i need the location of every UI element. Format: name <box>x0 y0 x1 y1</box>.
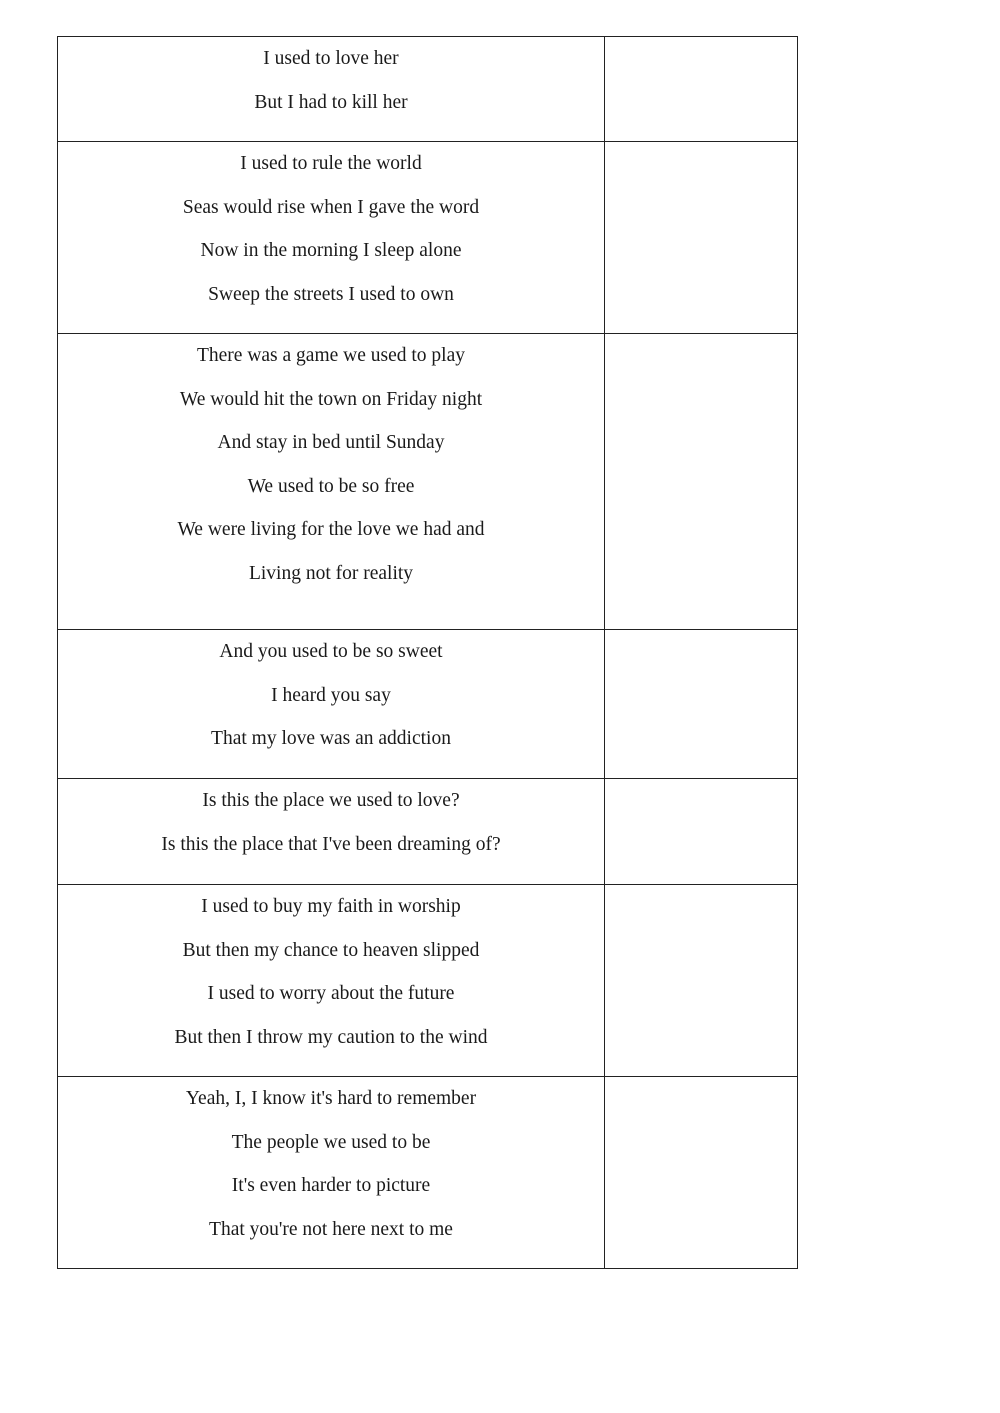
lyrics-cell <box>58 142 605 334</box>
lyric-line: And stay in bed until Sunday <box>217 432 445 453</box>
lyric-line: I used to love her <box>263 48 399 69</box>
table-row <box>58 885 798 1077</box>
lyric-line: We were living for the love we had and <box>177 519 485 540</box>
answer-cell[interactable] <box>605 1077 798 1269</box>
lyric-line: Now in the morning I sleep alone <box>200 240 462 261</box>
lyric-line: Living not for reality <box>248 562 414 584</box>
lyric-line: I used to rule the world <box>240 153 422 174</box>
lyrics-cell <box>58 1077 605 1269</box>
lyrics-cell <box>58 37 605 142</box>
lyric-line: The people we used to be <box>231 1131 431 1153</box>
lyric-line: And you used to be so sweet <box>219 641 443 662</box>
lyrics-table <box>57 36 798 1269</box>
lyric-line: Sweep the streets I used to own <box>208 283 454 305</box>
lyric-line: We used to be so free <box>247 475 415 497</box>
lyric-line: But I had to kill her <box>254 91 408 113</box>
lyric-line: Is this the place that I've been dreaming of? <box>161 833 501 855</box>
table-row <box>58 630 798 779</box>
lyric-line: But then my chance to heaven slipped <box>182 939 480 961</box>
answer-cell[interactable] <box>605 142 798 334</box>
answer-cell[interactable] <box>605 885 798 1077</box>
lyric-line: Yeah, I, I know it's hard to remember <box>185 1088 477 1109</box>
table-row <box>58 142 798 334</box>
lyric-line: Is this the place we used to love? <box>202 790 460 811</box>
lyric-line: I used to buy my faith in worship <box>201 896 461 917</box>
lyric-line: That my love was an addiction <box>211 728 451 749</box>
table-row <box>58 1077 798 1269</box>
lyric-line: I used to worry about the future <box>207 983 455 1004</box>
answer-cell[interactable] <box>605 37 798 142</box>
lyrics-cell <box>58 334 605 630</box>
lyric-line: We would hit the town on Friday night <box>179 388 483 410</box>
lyric-line: That you're not here next to me <box>209 1218 453 1240</box>
answer-cell[interactable] <box>605 630 798 779</box>
lyric-line: Seas would rise when I gave the word <box>182 196 480 218</box>
lyrics-cell <box>58 779 605 885</box>
lyrics-cell <box>58 885 605 1077</box>
answer-cell[interactable] <box>605 779 798 885</box>
lyric-line: But then I throw my caution to the wind <box>174 1026 488 1048</box>
table-row <box>58 37 798 142</box>
lyric-line: It's even harder to picture <box>231 1175 431 1196</box>
table-row <box>58 779 798 885</box>
lyrics-cell <box>58 630 605 779</box>
lyric-line: There was a game we used to play <box>196 345 466 366</box>
answer-cell[interactable] <box>605 334 798 630</box>
lyric-line: I heard you say <box>271 684 391 706</box>
table-row <box>58 334 798 630</box>
